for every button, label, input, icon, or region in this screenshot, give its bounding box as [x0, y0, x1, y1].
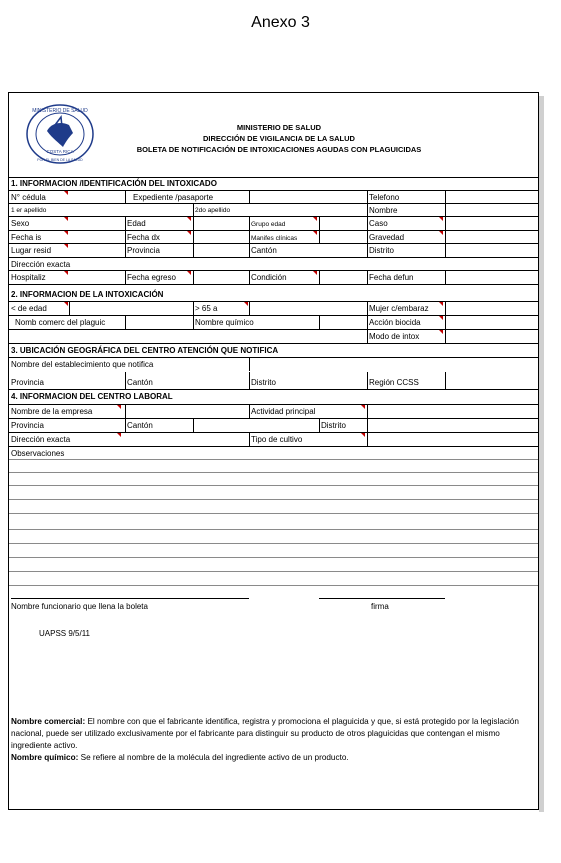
label-canton-3: Cantón [127, 378, 153, 387]
grid-line [367, 405, 368, 446]
rule [9, 329, 538, 330]
label-provincia-4: Provincia [11, 421, 44, 430]
comment-marker [64, 302, 68, 306]
grid-line [193, 217, 194, 257]
label-observaciones: Observaciones [11, 449, 65, 458]
observation-line [9, 557, 538, 558]
comment-marker [64, 244, 68, 248]
grid-line [249, 372, 250, 389]
label-condicion: Condición [251, 273, 287, 282]
header-direction: DIRECCIÓN DE VIGILANCIA DE LA SALUD [203, 134, 355, 143]
label-establecimiento: Nombre del establecimiento que notifica [11, 360, 154, 369]
note-comercial-text: El nombre con que el fabricante identifica, registra y promociona el plaguicida y que, si está protegido por la legislación nacional, puede ser utilizado exclusivamente por el fabricante para distinguir su producto de otros plaguicidas que contengan el mismo ingrediente activo. [11, 717, 519, 750]
comment-marker [361, 433, 365, 437]
grid-line [125, 191, 126, 203]
form-frame [8, 92, 539, 810]
section4-title: 4. INFORMACION DEL CENTRO LABORAL [11, 392, 173, 401]
grid-line [125, 271, 126, 284]
grid-line [249, 271, 250, 284]
comment-marker [187, 217, 191, 221]
grid-line [193, 419, 194, 432]
section1-title: 1. INFORMACION /IDENTIFICACIÓN DEL INTOXICADO [11, 179, 217, 188]
header-ministry: MINISTERIO DE SALUD [236, 123, 322, 132]
grid-line [319, 271, 320, 284]
grid-line [249, 433, 250, 446]
definitions-notes [11, 716, 535, 764]
observation-line [9, 585, 538, 586]
label-mayor-65: > 65 a [195, 304, 218, 313]
firma-signature-line [319, 598, 445, 599]
comment-marker [187, 231, 191, 235]
label-expediente: Expediente /pasaporte [133, 193, 214, 202]
label-sexo: Sexo [11, 219, 30, 228]
observation-line [9, 459, 538, 460]
label-fecha-egreso: Fecha egreso [127, 273, 176, 282]
section3-title: 3. UBICACIÓN GEOGRÁFICA DEL CENTRO ATENCIÓN QUE NOTIFICA [11, 346, 279, 355]
rule [9, 284, 538, 285]
grid-line [249, 191, 250, 203]
observation-line [9, 472, 538, 473]
label-direccion-1: Dirección exacta [11, 260, 71, 269]
observation-line [9, 499, 538, 500]
label-firma: firma [371, 602, 389, 611]
rule [9, 389, 538, 390]
ministry-seal-logo [25, 103, 95, 165]
observation-line [9, 513, 538, 514]
label-empresa: Nombre de la empresa [11, 407, 93, 416]
label-nomb-comerc: Nomb comerc del plaguic [15, 318, 106, 327]
label-fecha-dx: Fecha dx [127, 233, 160, 242]
label-provincia-3: Provincia [11, 378, 44, 387]
label-gravedad: Gravedad [369, 233, 405, 242]
label-apellido1: 1 er apellido [11, 207, 47, 214]
note-quimico-text: Se refiere al nombre de la molécula del ingrediente activo de un producto. [78, 753, 349, 762]
grid-line [249, 217, 250, 257]
grid-line [445, 372, 446, 389]
label-menor-edad: < de edad [11, 304, 47, 313]
label-lugar-resid: Lugar resid [11, 246, 52, 255]
label-direccion-4: Dirección exacta [11, 435, 71, 444]
label-fecha-is: Fecha is [11, 233, 42, 242]
comment-marker [117, 433, 121, 437]
rule [9, 190, 538, 191]
grid-line [249, 405, 250, 418]
label-cedula: N° cédula [11, 193, 46, 202]
grid-line [445, 271, 446, 284]
rule [9, 418, 538, 419]
rule [9, 446, 538, 447]
label-distrito-4: Distrito [321, 421, 346, 430]
comment-marker [313, 231, 317, 235]
comment-marker [439, 330, 443, 334]
comment-marker [361, 405, 365, 409]
label-accion-biocida: Acción biocida [369, 318, 421, 327]
section2-title: 2. INFORMACION DE LA INTOXICACIÓN [11, 290, 164, 299]
label-caso: Caso [369, 219, 388, 228]
label-edad: Edad [127, 219, 146, 228]
rule [9, 257, 538, 258]
label-region-ccss: Región CCSS [369, 378, 419, 387]
label-manifes: Manifes clínicas [251, 235, 298, 242]
rule [9, 203, 538, 204]
label-hospitaliz: Hospitaliz [11, 273, 46, 282]
label-canton-4: Cantón [127, 421, 153, 430]
comment-marker [439, 316, 443, 320]
label-funcionario: Nombre funcionario que llena la boleta [11, 602, 148, 611]
annex-title: Anexo 3 [251, 14, 310, 31]
comment-marker [117, 405, 121, 409]
comment-marker [64, 191, 68, 195]
logo-text-bottom: POR EL BIEN DE LA SALUD [37, 158, 83, 162]
comment-marker [439, 302, 443, 306]
label-actividad: Actividad principal [251, 407, 316, 416]
grid-line [319, 316, 320, 329]
grid-line [193, 271, 194, 284]
observation-line [9, 543, 538, 544]
label-nombre-quimico: Nombre químico [195, 318, 254, 327]
rule [9, 343, 538, 344]
comment-marker [64, 271, 68, 275]
comment-marker [313, 217, 317, 221]
label-canton-1: Cantón [251, 246, 277, 255]
logo-text-mid: COSTA RICA [46, 149, 74, 154]
label-grupo-edad: Grupo edad [251, 221, 286, 228]
comment-marker [64, 217, 68, 221]
frame-shadow [539, 96, 544, 812]
form-code: UAPSS 9/5/11 [39, 629, 90, 638]
note-quimico [11, 752, 535, 764]
grid-line [193, 204, 194, 216]
rule [9, 301, 538, 302]
label-cultivo: Tipo de cultivo [251, 435, 303, 444]
grid-line [125, 372, 126, 389]
grid-line [367, 302, 368, 343]
rule [9, 216, 538, 217]
grid-line [367, 271, 368, 284]
label-nombre: Nombre [369, 206, 398, 215]
label-apellido2: 2do apellido [195, 207, 231, 214]
grid-line [367, 372, 368, 389]
grid-line [125, 405, 126, 432]
label-modo-intox: Modo de intox [369, 332, 420, 341]
observation-line [9, 485, 538, 486]
funcionario-signature-line [11, 598, 249, 599]
grid-line [125, 316, 126, 329]
logo-text-top: MINISTERIO DE SALUD [32, 108, 88, 114]
header-form-title: BOLETA DE NOTIFICACIÓN DE INTOXICACIONES AGUDAS CON PLAGUICIDAS [136, 145, 422, 154]
note-comercial-term: Nombre comercial: [11, 717, 86, 726]
observation-line [9, 571, 538, 572]
grid-line [249, 358, 250, 371]
grid-line [319, 419, 320, 432]
note-comercial [11, 716, 535, 752]
comment-marker [439, 217, 443, 221]
label-fecha-defun: Fecha defun [369, 273, 414, 282]
comment-marker [64, 231, 68, 235]
comment-marker [244, 302, 248, 306]
grid-line [125, 217, 126, 257]
grid-line [69, 302, 70, 315]
grid-line [319, 217, 320, 244]
grid-line [445, 302, 446, 343]
note-quimico-term: Nombre químico: [11, 753, 79, 762]
label-provincia-1: Provincia [127, 246, 160, 255]
comment-marker [187, 271, 191, 275]
comment-marker [313, 271, 317, 275]
comment-marker [439, 231, 443, 235]
grid-line [445, 191, 446, 257]
observation-line [9, 529, 538, 530]
label-distrito-1: Distrito [369, 246, 394, 255]
label-mujer-embaraz: Mujer c/embaraz [369, 304, 429, 313]
label-telefono: Telefono [369, 193, 400, 202]
grid-line [367, 191, 368, 257]
grid-line [193, 302, 194, 329]
label-distrito-3: Distrito [251, 378, 276, 387]
grid-line [249, 302, 250, 315]
